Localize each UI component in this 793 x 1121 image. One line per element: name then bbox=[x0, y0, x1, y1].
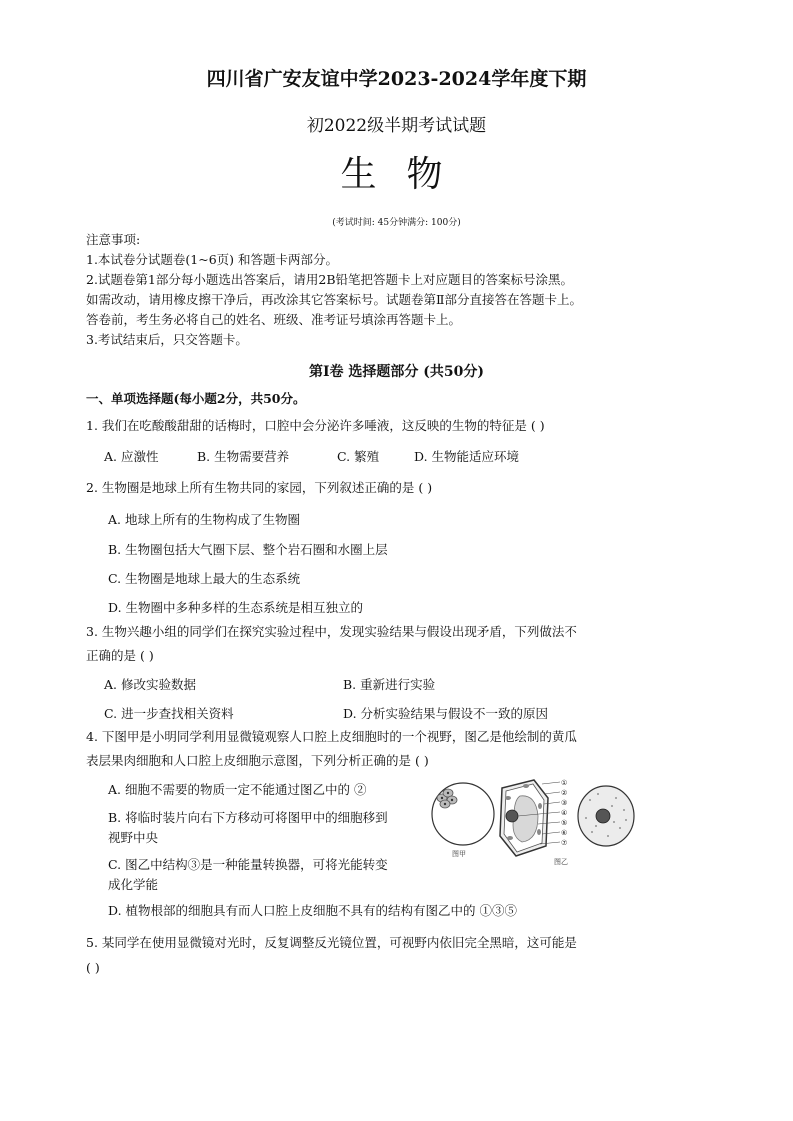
question-1-option-b: B. 生物需要营养 bbox=[197, 449, 290, 464]
figure-b-label: 图乙 bbox=[554, 859, 568, 866]
question-1-option-c: C. 繁殖 bbox=[337, 449, 380, 464]
exam-subtitle: 初2022级半期考试试题 bbox=[306, 116, 487, 136]
label-6: ⑥ bbox=[561, 829, 568, 837]
note-line: 3.考试结束后，只交答题卡。 bbox=[86, 332, 248, 347]
question-4-stem: 表层果肉细胞和人口腔上皮细胞示意图，下列分析正确的是 ( ) bbox=[86, 753, 429, 768]
question-4-stem: 4. 下图甲是小明同学利用显微镜观察人口腔上皮细胞时的一个视野，图乙是他绘制的黄瓜 bbox=[86, 729, 577, 744]
question-5-stem: 5. 某同学在使用显微镜对光时，反复调整反光镜位置，可视野内依旧完全黑暗，这可能是 bbox=[86, 935, 577, 950]
exam-title: 四川省广安友谊中学2023-2024学年度下期 bbox=[206, 68, 587, 90]
question-4-option-b: B. 将临时装片向右下方移动可将图甲中的细胞移到 bbox=[108, 810, 388, 825]
cell-diagram bbox=[430, 776, 650, 872]
notes-heading: 注意事项: bbox=[86, 232, 141, 247]
label-2: ② bbox=[561, 789, 568, 797]
subject-title: 生物 bbox=[340, 154, 473, 195]
question-2-option-d: D. 生物圈中多种多样的生态系统是相互独立的 bbox=[108, 600, 364, 615]
question-3-option-a: A. 修改实验数据 bbox=[104, 677, 196, 692]
figure-b-animal-cell bbox=[578, 786, 634, 846]
question-2-option-b: B. 生物圈包括大气圈下层、整个岩石圈和水圈上层 bbox=[108, 542, 388, 557]
question-3-option-d: D. 分析实验结果与假设不一致的原因 bbox=[343, 706, 549, 721]
question-3-option-b: B. 重新进行实验 bbox=[343, 677, 436, 692]
section-title: 第Ⅰ卷 选择题部分 (共50分) bbox=[308, 364, 485, 380]
cell-diagram-figure bbox=[430, 776, 650, 872]
question-2-option-c: C. 生物圈是地球上最大的生态系统 bbox=[108, 571, 301, 586]
question-4-option-d: D. 植物根部的细胞具有而人口腔上皮细胞不具有的结构有图乙中的 ①③⑤ bbox=[108, 903, 517, 918]
question-1-stem: 1. 我们在吃酸酸甜甜的话梅时，口腔中会分泌许多唾液，这反映的生物的特征是 ( ) bbox=[86, 418, 545, 433]
label-4: ④ bbox=[561, 809, 568, 817]
part-heading: 一、单项选择题(每小题2分，共50分。 bbox=[86, 391, 306, 406]
question-4-option-c: C. 图乙中结构③是一种能量转换器，可将光能转变 bbox=[108, 857, 388, 872]
note-line: 1.本试卷分试题卷(1~6页) 和答题卡两部分。 bbox=[86, 252, 339, 267]
question-2-option-a: A. 地球上所有的生物构成了生物圈 bbox=[108, 512, 300, 527]
question-2-stem: 2. 生物圈是地球上所有生物共同的家园，下列叙述正确的是 ( ) bbox=[86, 480, 433, 495]
label-5: ⑤ bbox=[561, 819, 568, 827]
figure-a-label: 图甲 bbox=[452, 851, 466, 858]
label-1: ① bbox=[561, 779, 568, 787]
question-3-option-c: C. 进一步查找相关资料 bbox=[104, 706, 234, 721]
figure-b-plant-cell bbox=[500, 779, 568, 866]
exam-info: (考试时间: 45分钟满分: 100分) bbox=[332, 218, 461, 228]
note-line: 答卷前，考生务必将自己的姓名、班级、准考证号填涂再答题卡上。 bbox=[86, 312, 462, 327]
figure-a-microscope-view bbox=[432, 783, 494, 858]
note-line: 如需改动，请用橡皮擦干净后，再改涂其它答案标号。试题卷第Ⅱ部分直接答在答题卡上。 bbox=[86, 292, 582, 307]
question-3-stem: 正确的是 ( ) bbox=[86, 648, 154, 663]
question-1-option-a: A. 应激性 bbox=[104, 449, 159, 464]
label-3: ③ bbox=[561, 799, 568, 807]
note-line: 2.试题卷第1部分每小题选出答案后，请用2B铅笔把答题卡上对应题目的答案标号涂黑。 bbox=[86, 272, 574, 287]
question-4-option-c-cont: 成化学能 bbox=[108, 877, 159, 892]
question-5-stem: ( ) bbox=[86, 960, 100, 975]
label-7: ⑦ bbox=[561, 839, 568, 847]
question-4-option-b-cont: 视野中央 bbox=[108, 830, 159, 845]
question-4-option-a: A. 细胞不需要的物质一定不能通过图乙中的 ② bbox=[108, 782, 367, 797]
question-3-stem: 3. 生物兴趣小组的同学们在探究实验过程中，发现实验结果与假设出现矛盾，下列做法不 bbox=[86, 624, 577, 639]
question-1-option-d: D. 生物能适应环境 bbox=[414, 449, 520, 464]
